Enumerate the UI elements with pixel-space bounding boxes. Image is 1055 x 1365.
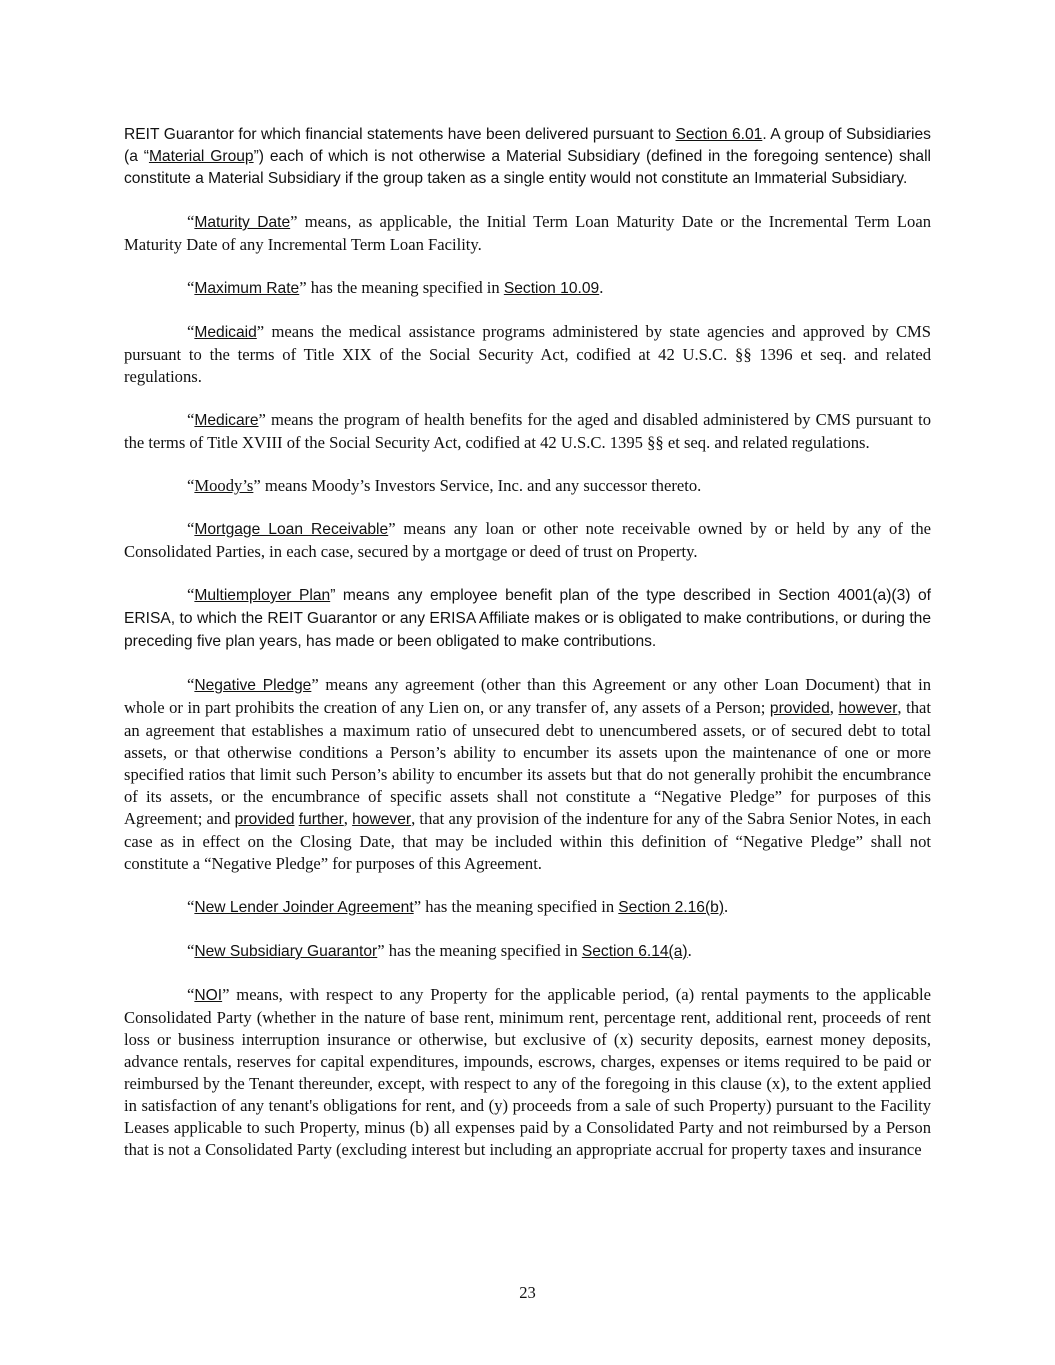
definition-mortgage-loan-receivable bbox=[124, 518, 931, 563]
definition-medicare bbox=[124, 409, 931, 454]
open-quote: “ bbox=[187, 212, 195, 231]
text-run: ” has the meaning specified in bbox=[413, 897, 619, 916]
defined-term: Material Group bbox=[148, 148, 254, 165]
definition-maximum-rate bbox=[124, 277, 931, 300]
open-quote: “ bbox=[187, 519, 195, 538]
definition-moodys bbox=[124, 475, 931, 497]
proviso-term: provided bbox=[769, 700, 830, 717]
text-run: . A group of Subsidiaries (a “ bbox=[124, 126, 931, 165]
text-run: ” means any agreement (other than this Agreement or any other Loan Document) that in whole or in part prohibits the creation of any Lien on, or any transfer of, any assets of a Person; bbox=[124, 675, 932, 717]
text-run: ” means, as applicable, the Initial Term Loan Maturity Date or the Incremental Term Loan Maturity Date of any Incremental Term Loan Facility. bbox=[124, 212, 931, 254]
defined-term: New Subsidiary Guarantor bbox=[194, 943, 378, 960]
text-run: ” means Moody’s Investors Service, Inc. and any successor thereto. bbox=[253, 476, 702, 495]
text-run: ” means the medical assistance programs administered by state agencies and approved by CMS pursuant to the terms of Title XIX of the Social Security Act, codified at 42 U.S.C. §§ 1396 et seq. and related regulations. bbox=[124, 322, 931, 386]
text-run: ” means any employee benefit plan of the type described in Section 4001(a)(3) of ERISA, to which the REIT Guarantor or any ERISA Affiliate makes or is obligated to make contributions, or during the preceding five plan years, has made or been obligated to make contributions. bbox=[124, 587, 931, 650]
text-run: ” has the meaning specified in bbox=[377, 941, 582, 960]
defined-term: Moody’s bbox=[194, 476, 254, 495]
text-run: . bbox=[724, 897, 729, 916]
section-reference: Section 2.16(b) bbox=[618, 899, 725, 916]
definition-medicaid bbox=[124, 321, 931, 388]
page-number: 23 bbox=[519, 1283, 536, 1302]
text-run: ” means any loan or other note receivable owned by or held by any of the Consolidated Parties, in each case, secured by a mortgage or deed of trust on Property. bbox=[124, 519, 931, 561]
proviso-term: further bbox=[298, 811, 344, 828]
defined-term: NOI bbox=[194, 987, 223, 1004]
defined-term: Maximum Rate bbox=[194, 280, 300, 297]
text-run: ” has the meaning specified in bbox=[299, 278, 504, 297]
open-quote: “ bbox=[187, 897, 195, 916]
section-reference: Section 6.01 bbox=[675, 126, 763, 143]
defined-term: Mortgage Loan Receivable bbox=[194, 521, 389, 538]
open-quote: “ bbox=[187, 985, 195, 1004]
open-quote: “ bbox=[187, 585, 195, 604]
open-quote: “ bbox=[187, 322, 195, 341]
text-run: , that an agreement that establishes a maximum ratio of unsecured debt to unencumbered assets, or of secured debt to total assets, or that otherwise conditions a Person’s ability to encumber its assets upon the maintenance of one or more specified ratios that limit such Person’s ability to encumber its assets but that do not generally prohibit the encumbrance of its assets, or the encumbrance of specific assets shall not constitute a “Negative Pledge” for purposes of this Agreement; and bbox=[124, 698, 932, 828]
defined-term: Negative Pledge bbox=[194, 677, 312, 694]
definition-noi bbox=[124, 984, 931, 1161]
proviso-term: however bbox=[352, 811, 412, 828]
open-quote: “ bbox=[187, 476, 195, 495]
definition-multiemployer-plan bbox=[124, 584, 931, 653]
definition-maturity-date bbox=[124, 211, 931, 256]
open-quote: “ bbox=[187, 941, 195, 960]
defined-term: Multiemployer Plan bbox=[194, 587, 331, 604]
text-run: , bbox=[343, 809, 353, 828]
text-run: . bbox=[599, 278, 604, 297]
text-run: REIT Guarantor for which financial statements have been delivered pursuant to bbox=[124, 126, 676, 143]
text-run: , that any provision of the indenture for any of the Sabra Senior Notes, in each case as in effect on the Closing Date, that may be included within this definition of “Negative Pledge” shall not constitute a “Negative Pledge” for purposes of this Agreement. bbox=[124, 809, 932, 873]
defined-term: Medicare bbox=[194, 412, 259, 429]
proviso-term: provided bbox=[234, 811, 295, 828]
proviso-term: however bbox=[838, 700, 898, 717]
definition-new-lender-joinder-agreement bbox=[124, 896, 931, 919]
text-run: ” means, with respect to any Property for the applicable period, (a) rental payments to the applicable Consolidated Party (whether in the nature of base rent, minimum rent, percentage rent, additional rent, proceeds of rent loss or business interruption insurance or otherwise, but exclusive of (x) security deposits, earnest money deposits, advance rentals, reserves for capital expenditures, impounds, escrows, charges, expenses or items required to be paid or reimbursed by the Tenant thereunder, except, with respect to any of the foregoing in this clause (x), to the extent applied in satisfaction of any tenant's obligations for rent, and (y) proceeds from a sale of such Property) pursuant to the Facility Leases applicable to such Property, minus (b) all expenses paid by a Consolidated Party and not reimbursed by a Person that is not a Consolidated Party (excluding interest but including an appropriate accrual for property taxes and insurance bbox=[124, 985, 931, 1159]
open-quote: “ bbox=[187, 675, 195, 694]
section-reference: Section 10.09 bbox=[503, 280, 600, 297]
text-run: ”) each of which is not otherwise a Material Subsidiary (defined in the foregoing sentence) shall constitute a Material Subsidiary if the group taken as a single entity would not constitute an Immaterial Subsidiary. bbox=[124, 148, 932, 187]
definition-negative-pledge bbox=[124, 674, 931, 875]
text-run: . bbox=[687, 941, 692, 960]
defined-term: Maturity Date bbox=[194, 214, 291, 231]
section-reference: Section 6.14(a) bbox=[581, 943, 688, 960]
definition-new-subsidiary-guarantor bbox=[124, 940, 931, 963]
paragraph-material-subsidiary-continuation bbox=[124, 124, 931, 190]
open-quote: “ bbox=[187, 278, 195, 297]
document-page bbox=[124, 124, 931, 1182]
text-run: , bbox=[829, 698, 839, 717]
defined-term: New Lender Joinder Agreement bbox=[194, 899, 414, 916]
text-run: ” means the program of health benefits for the aged and disabled administered by CMS pursuant to the terms of Title XVIII of the Social Security Act, codified at 42 U.S.C. 1395 §§ et seq. and related regulations. bbox=[124, 410, 931, 452]
defined-term: Medicaid bbox=[194, 324, 257, 341]
open-quote: “ bbox=[187, 410, 195, 429]
